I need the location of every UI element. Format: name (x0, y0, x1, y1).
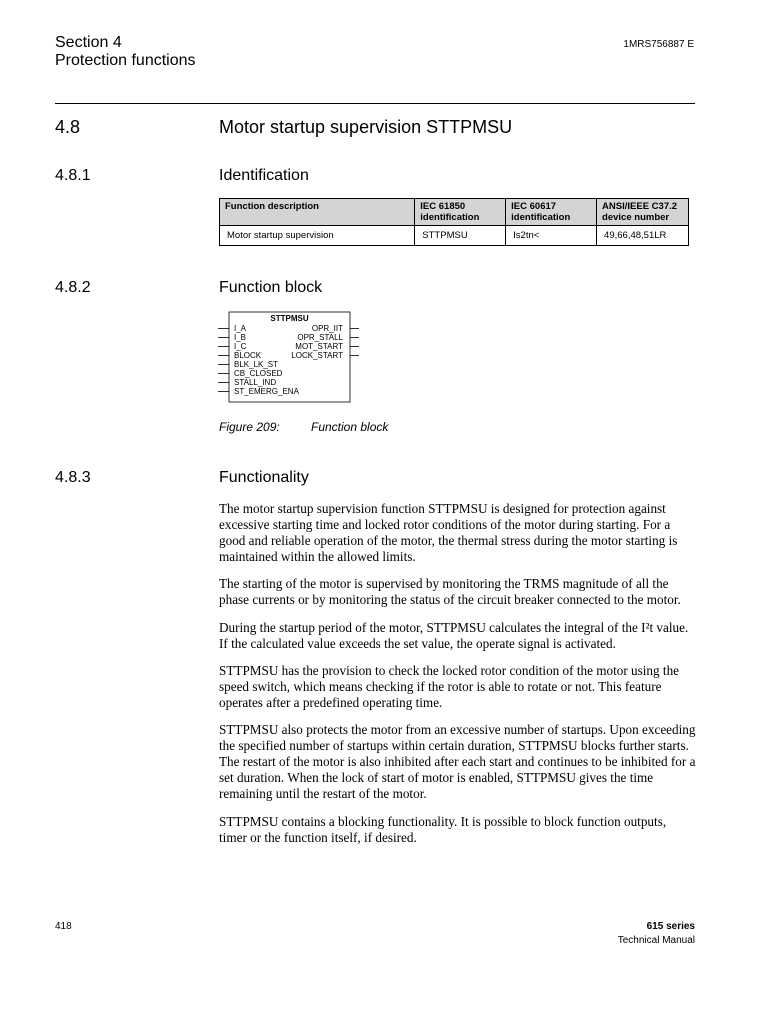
section-heading (55, 34, 196, 70)
header-line: identification (511, 212, 571, 223)
footer-manual: Technical Manual (617, 935, 695, 946)
paragraph: The starting of the motor is supervised by monitoring the TRMS magnitude of all the phase currents or by monitoring the status of the circuit breaker connected to the motor. (219, 576, 681, 608)
header-line: device number (602, 212, 670, 223)
identification-table (219, 198, 689, 246)
input-pin-label: I_C (234, 342, 247, 351)
main-section-title: Motor startup supervision STTPMSU (219, 117, 513, 137)
header-line: identification (420, 212, 480, 223)
header-line: IEC 60617 (511, 201, 557, 212)
main-section-number: 4.8 (55, 117, 81, 137)
table-cell: Motor startup supervision (220, 226, 415, 246)
header-line: IEC 61850 (420, 201, 466, 212)
table-header-cell (597, 199, 689, 226)
function-block-number: 4.8.2 (55, 279, 91, 296)
input-pin-label: I_A (234, 324, 247, 333)
paragraph: During the startup period of the motor, STTPMSU calculates the integral of the I²t value. If the calculated value exceeds the set value, the operate signal is activated. (219, 619, 689, 651)
table-header-cell (506, 199, 597, 226)
figure-caption (219, 420, 388, 434)
output-pin-label: OPR_STALL (297, 333, 343, 342)
header-line: ANSI/IEEE C37.2 (602, 201, 678, 212)
table-row (220, 226, 689, 246)
table-header-row (220, 199, 689, 226)
paragraph: STTPMSU contains a blocking functionality. It is possible to block function outputs, timer or the function itself, if desired. (219, 813, 667, 845)
input-pin-label: I_B (234, 333, 247, 342)
output-pin-label: OPR_IIT (311, 324, 343, 333)
header-rule (55, 103, 695, 104)
table-cell: STTPMSU (415, 226, 506, 246)
input-pin-label: BLOCK (234, 351, 262, 360)
table-cell: Is2tn< (506, 226, 597, 246)
identification-number: 4.8.1 (55, 167, 91, 184)
identification-title: Identification (219, 167, 309, 184)
function-block-title: Function block (219, 279, 323, 296)
output-pin-label: MOT_START (295, 342, 343, 351)
table-header-cell (415, 199, 506, 226)
input-pin-label: ST_EMERG_ENA (234, 387, 299, 396)
page-number: 418 (55, 921, 72, 932)
functionality-title: Functionality (219, 469, 309, 486)
paragraph: The motor startup supervision function STTPMSU is designed for protection against excessive starting time and locked rotor conditions of the motor during starting. For a good and reliable operation of the motor, the thermal stress during the motor starting is maintained within the allowed limits. (219, 501, 678, 565)
section-number: Section 4 (55, 34, 122, 51)
table-header-cell (220, 199, 415, 226)
document-id: 1MRS756887 E (623, 39, 694, 50)
paragraph: STTPMSU also protects the motor from an excessive number of startups. Upon exceeding the specified number of startups within certain duration, STTPMSU blocks further starts. The restart of the motor is also inhibited after each start and continues to be inhibited for a set duration. When the lock of start of motor is enabled, STTPMSU gives the time remaining until the restart of the motor. (219, 722, 696, 802)
function-block-name: STTPMSU (270, 314, 309, 323)
input-pin-label: BLK_LK_ST (234, 360, 279, 369)
section-title: Protection functions (55, 52, 196, 69)
figure-text: Function block (311, 420, 389, 434)
paragraph: STTPMSU has the provision to check the locked rotor condition of the motor using the speed switch, which means checking if the rotor is able to rotate or not. This feature operates after a predefined operating time. (219, 662, 680, 710)
function-block-diagram (215, 310, 360, 405)
functionality-body (219, 501, 697, 857)
functionality-number: 4.8.3 (55, 469, 91, 486)
footer-series: 615 series (646, 921, 695, 932)
input-pin-label: CB_CLOSED (234, 369, 283, 378)
output-pin-label: LOCK_START (291, 351, 343, 360)
header-line: Function description (225, 201, 319, 212)
figure-label: Figure 209: (219, 420, 280, 434)
table-cell: 49,66,48,51LR (597, 226, 689, 246)
input-pin-label: STALL_IND (234, 378, 277, 387)
